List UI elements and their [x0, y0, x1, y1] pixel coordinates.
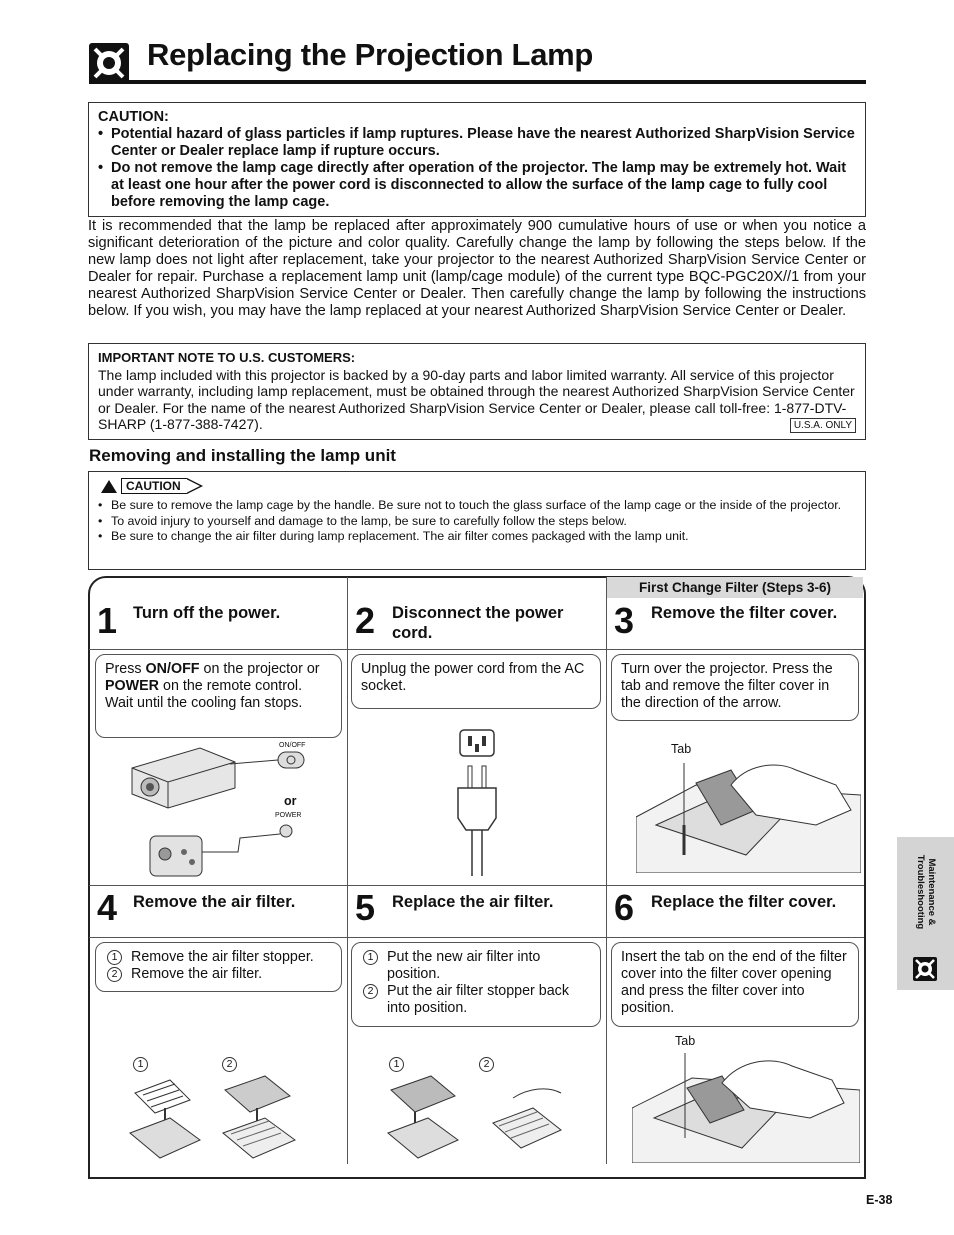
air-filter-replace-illustration [383, 1068, 568, 1163]
important-note-box [88, 343, 866, 440]
column-divider [606, 577, 607, 1164]
step-number: 4 [97, 887, 118, 928]
figure-marker: 2 [479, 1057, 494, 1072]
step-title: Remove the filter cover. [651, 604, 838, 622]
figure-marker: 1 [389, 1057, 404, 1072]
row-divider [89, 937, 864, 938]
step-instruction: Insert the tab on the end of the filter cover into the filter cover opening and press the filter cover into position. [611, 942, 859, 1027]
caution-tag-label: CAUTION [121, 478, 187, 494]
instruction-text: Put the new air filter into position. [387, 949, 541, 982]
step-instruction [95, 654, 342, 738]
figure-marker: 1 [133, 1057, 148, 1072]
tab-label: Tab [675, 1034, 696, 1048]
step-number: 6 [614, 887, 635, 928]
filter-cover-replace-illustration [632, 1048, 860, 1163]
warning-box [88, 471, 866, 570]
side-tab-line: Maintenance & [925, 858, 937, 926]
row-divider [89, 885, 864, 886]
step-marker: 1 [107, 950, 122, 965]
step-marker: 2 [107, 967, 122, 982]
step-title: Remove the air filter. [133, 893, 296, 911]
warning-triangle-icon [101, 480, 117, 493]
title-rule [89, 80, 866, 84]
note-body: The lamp included with this projector is backed by a 90-day parts and labor limited warranty. All service of this projector under warranty, including lamp replacement, must be obtained through the nearest Authorized SharpVision Service Center or Dealer. For the name of the nearest Authorized SharpVision Service Center or Dealer, please call toll-free: 1-877-DTV-SHARP (1-877-388-7427). [98, 366, 855, 432]
step-marker: 2 [363, 984, 378, 999]
page-number: E-38 [866, 1193, 893, 1207]
maintenance-icon [89, 43, 129, 83]
onoff-label: ON/OFF [279, 742, 306, 749]
filter-cover-illustration [636, 755, 861, 873]
intro-paragraph: It is recommended that the lamp be replaced after approximately 900 cumulative hours of use or when you notice a significant deterioration of the picture and color quality. Carefully change the lamp by following the steps below. If the new lamp does not light after replacement, take your projector to the nearest Authorized SharpVision Service Center or Dealer for repair. Purchase a replacement lamp unit (lamp/cage module) of the current type BQC-PGC20X//1 from your nearest Authorized SharpVision Service Center or Dealer. Then carefully change the lamp by following the instructions below. If you wish, you may have the lamp replaced at your nearest Authorized SharpVision Service Center or Dealer. [88, 218, 866, 319]
side-tab-text [897, 837, 954, 947]
power-cord-illustration [448, 728, 508, 878]
step-number: 1 [97, 600, 118, 641]
tab-label: Tab [671, 742, 692, 756]
first-change-filter-label: First Change Filter (Steps 3-6) [607, 577, 863, 598]
figure-marker: 2 [222, 1057, 237, 1072]
warning-item: • Be sure to change the air filter during lamp replacement. The air filter comes packaged with the lamp unit. [98, 529, 856, 545]
instruction-item [105, 949, 332, 966]
instruction-item [361, 983, 591, 1017]
caution-heading: CAUTION: [98, 109, 169, 125]
step-marker: 1 [363, 950, 378, 965]
instruction-text: Put the air filter stopper back into position. [387, 983, 569, 1016]
instruction-item [105, 966, 332, 983]
warning-item: • To avoid injury to yourself and damage to the lamp, be sure to carefully follow the steps below. [98, 514, 856, 530]
column-divider [347, 577, 348, 1164]
step-instruction: Turn over the projector. Press the tab and remove the filter cover in the direction of the arrow. [611, 654, 859, 721]
page-title: Replacing the Projection Lamp [147, 37, 594, 72]
step-instruction [351, 942, 601, 1027]
side-tab-line: Troubleshooting [914, 854, 926, 930]
note-heading: IMPORTANT NOTE TO U.S. CUSTOMERS: [98, 350, 356, 365]
step-number: 2 [355, 600, 376, 641]
step-title: Replace the filter cover. [651, 893, 837, 911]
instruction-text: on the remote control. Wait until the cooling fan stops. [105, 678, 303, 711]
section-title: Removing and installing the lamp unit [89, 446, 396, 465]
instruction-text: Press [105, 661, 146, 677]
caution-box [88, 102, 866, 217]
power-key-label: POWER [105, 678, 160, 694]
row-divider [89, 649, 864, 650]
step-number: 3 [614, 600, 635, 641]
step-instruction: Unplug the power cord from the AC socket. [351, 654, 601, 709]
caution-item: • Do not remove the lamp cage directly after operation of the projector. The lamp may be extremely hot. Wait at least one hour after the power cord is disconnected to allow the surface of the lamp cage to fully cool before removing the lamp cage. [98, 160, 856, 211]
caution-item: • Potential hazard of glass particles if lamp ruptures. Please have the nearest Authorized SharpVision Service Center or Dealer replace lamp if rupture occurs. [98, 126, 856, 160]
step-title: Replace the air filter. [392, 893, 554, 911]
warning-item: • Be sure to remove the lamp cage by the handle. Be sure not to touch the glass surface of the lamp cage or the inside of the projector. [98, 498, 856, 514]
onoff-key-label: ON/OFF [145, 661, 200, 677]
maintenance-icon [913, 957, 937, 981]
arrow-icon [187, 478, 203, 494]
instruction-text: Remove the air filter stopper. [131, 949, 314, 965]
instruction-text: on the projector or [199, 661, 320, 677]
step-title: Disconnect the power cord. [392, 604, 564, 642]
instruction-text: Remove the air filter. [131, 966, 263, 982]
step-number: 5 [355, 887, 376, 928]
projector-illustration [120, 740, 320, 880]
instruction-item [361, 949, 591, 983]
air-filter-removal-illustration [125, 1068, 305, 1163]
usa-only-badge: U.S.A. ONLY [790, 418, 856, 433]
or-label: or [284, 794, 297, 808]
side-tab-label [915, 855, 937, 929]
step-instruction [95, 942, 342, 992]
step-title: Turn off the power. [133, 604, 281, 622]
power-label: POWER [275, 812, 302, 819]
caution-tag [101, 478, 203, 494]
